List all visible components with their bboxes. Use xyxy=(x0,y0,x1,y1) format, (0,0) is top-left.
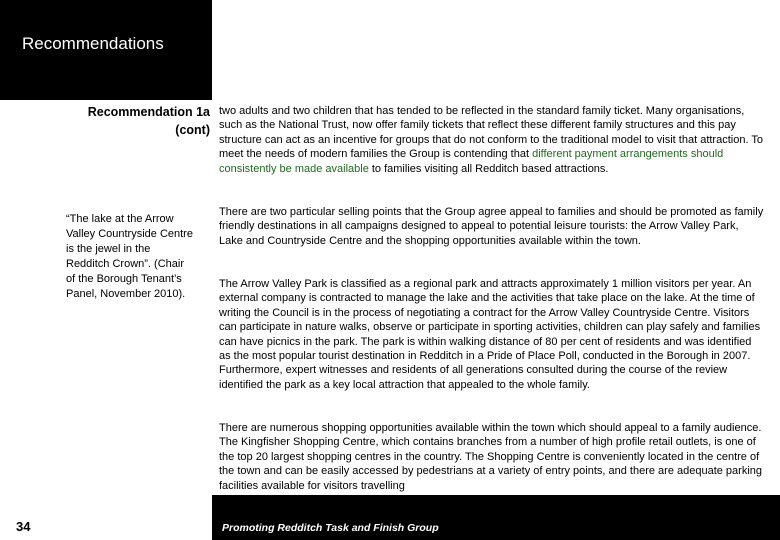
highlighted-recommendation: different payment arrangements should consistently be made available xyxy=(219,148,724,175)
footer-bar xyxy=(212,495,780,540)
page-title: Recommendations xyxy=(22,34,164,53)
footer-group-name: Promoting Redditch Task and Finish Group xyxy=(222,522,439,534)
pull-quote: “The lake at the Arrow Valley Countryside Centre is the jewel in the Redditch Crown”. (Chair of the Borough Tenant’s Panel, November 2010). xyxy=(66,213,193,300)
paragraph-shopping: There are numerous shopping opportunities available within the town which should appeal to a family audience. The Kingfisher Shopping Centre, which contains branches from a number of high profile retail outlets, is one of the top 20 largest shopping centres in the country. The Shopping Centre is conveniently located in the centre of the town and can be easily accessed by pedestrians at a variety of entry points, and there are adequate parking facilities available for visitors travelling xyxy=(219,422,763,492)
header-block xyxy=(0,0,212,100)
paragraph-text: two adults and two children that has tended to be reflected in the standard family ticket. Many organisations, such as the National Trust, now offer family tickets that reflect these different family structures and this pay structure can act as an incentive for groups that do not conform to the traditional model to visit that attraction. To meet the needs of modern families the Group is contending that xyxy=(219,105,763,161)
recommendation-title: Recommendation 1a xyxy=(87,105,210,119)
recommendation-label xyxy=(40,103,210,139)
paragraph-family-tickets xyxy=(219,104,764,176)
recommendation-cont: (cont) xyxy=(175,123,210,137)
page-number: 34 xyxy=(16,519,31,534)
paragraph-arrow-valley-park: The Arrow Valley Park is classified as a regional park and attracts approximately 1 million visitors per year. An external company is contracted to manage the lake and the activities that take place on the lake. At the time of writing the Council is in the process of negotiating a contract for the Arrow Valley Countryside Centre. Visitors can participate in nature walks, observe or participate in sporting activities, children can play safely and families can have picnics in the park. The park is within walking distance of 80 per cent of residents and was identified as the most popular tourist destination in Redditch in a Pride of Place Poll, conducted in the Borough in 2007. Furthermore, expert witnesses and residents of all generations consulted during the course of the review identified the park as a key local attraction that appealed to the whole family. xyxy=(219,278,761,391)
paragraph-selling-points: There are two particular selling points that the Group agree appeal to families and should be promoted as family friendly destinations in all campaigns designed to appeal to potential leisure tourists: the Arrow Valley Park, Lake and Countryside Centre and the shopping opportunities available within the town. xyxy=(219,206,764,247)
paragraph-text: to families visiting all Redditch based attractions. xyxy=(368,162,609,175)
